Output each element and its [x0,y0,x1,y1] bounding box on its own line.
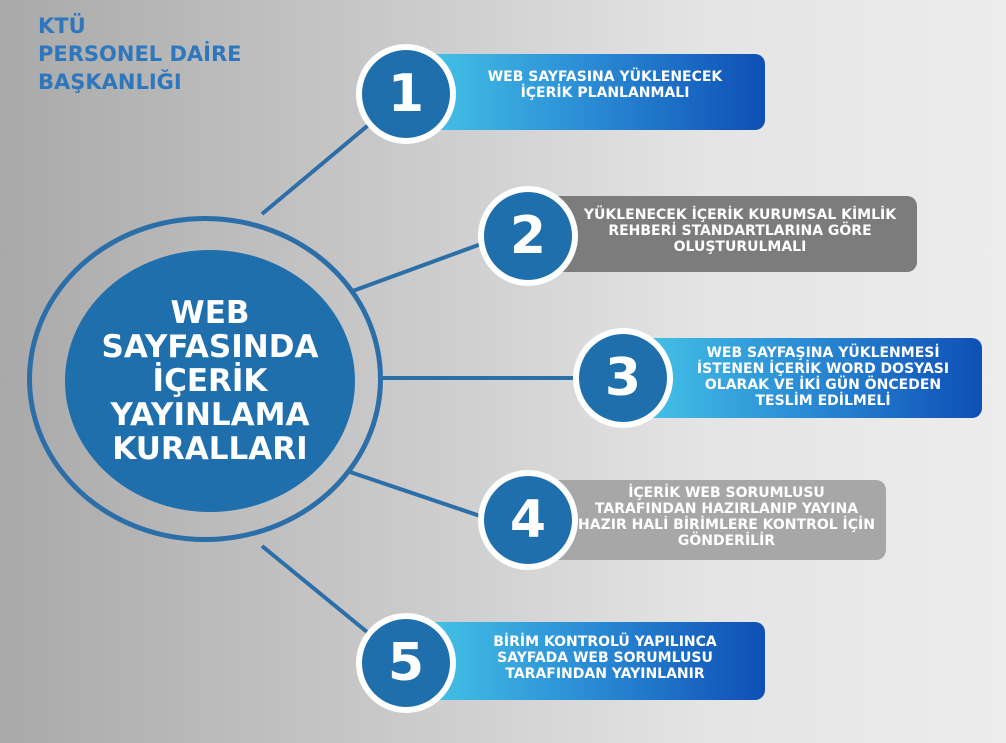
step-5-number-badge [356,613,456,713]
step-1-number: 1 [387,64,425,124]
center-title-line: KURALLARI [112,431,308,467]
step-5-line: TARAFINDAN YAYINLANIR [505,666,705,682]
step-5-box [425,622,765,700]
step-1-line: İÇERİK PLANLANMALI [520,85,690,101]
step-4-line: GÖNDERİLİR [677,533,776,549]
step-2-number: 2 [509,206,547,266]
step-2-text [584,207,896,255]
center-title-line: SAYFASINDA [101,329,319,365]
step-4-line: İÇERİK WEB SORUMLUSU [628,485,825,501]
step-5-text [493,634,716,682]
step-2-number-badge [478,186,578,286]
step-2-line: OLUŞTURULMALI [673,239,807,255]
step-3-text [697,345,949,409]
step-3-line: İSTENEN İÇERİK WORD DOSYASI [696,361,950,377]
step-3-number: 3 [604,348,642,408]
center-title-line: YAYINLAMA [110,397,310,433]
step-4-number-badge [478,470,578,570]
step-4-number: 4 [509,490,547,550]
step-4-box [545,480,886,560]
connector-2 [350,240,492,292]
center-title-line: WEB [170,295,250,331]
org-line-3: BAŞKANLIĞI [38,70,182,94]
step-3-line: TESLİM EDİLMELİ [755,393,891,409]
step-4-text [578,485,875,549]
step-3-line: WEB SAYFAŞINA YÜKLENMESİ [706,345,940,361]
connector-4 [350,472,492,520]
connector-5 [262,546,372,636]
step-1-box [425,54,765,130]
step-1-number-badge [356,44,456,144]
step-1-text [488,69,723,101]
org-line-1: KTÜ [38,14,86,38]
step-5-number: 5 [387,633,425,693]
step-3-number-badge [573,328,673,428]
step-4-line: TARAFINDAN HAZIRLANIP YAYINA [594,501,859,517]
step-5-line: BİRİM KONTROLÜ YAPILINCA [493,634,717,650]
connector-1 [262,122,372,214]
step-5-line: SAYFADA WEB SORUMLUSU [497,650,713,666]
center-title [85,296,335,466]
step-2-line: YÜKLENECEK İÇERİK KURUMSAL KİMLİK [583,207,897,223]
step-4-line: HAZIR HALİ BİRİMLERE KONTROL İÇİN [578,517,875,533]
step-2-box [543,196,917,272]
center-title-line: İÇERİK [152,363,268,399]
center-circle [65,250,355,512]
org-line-2: PERSONEL DAİRE [38,42,242,66]
step-3-box [640,338,982,418]
step-3-line: OLARAK VE İKİ GÜN ÖNCEDEN [704,377,942,393]
step-2-line: REHBERİ STANDARTLARINA GÖRE [608,223,872,239]
step-1-line: WEB SAYFASINA YÜKLENECEK [487,69,723,85]
